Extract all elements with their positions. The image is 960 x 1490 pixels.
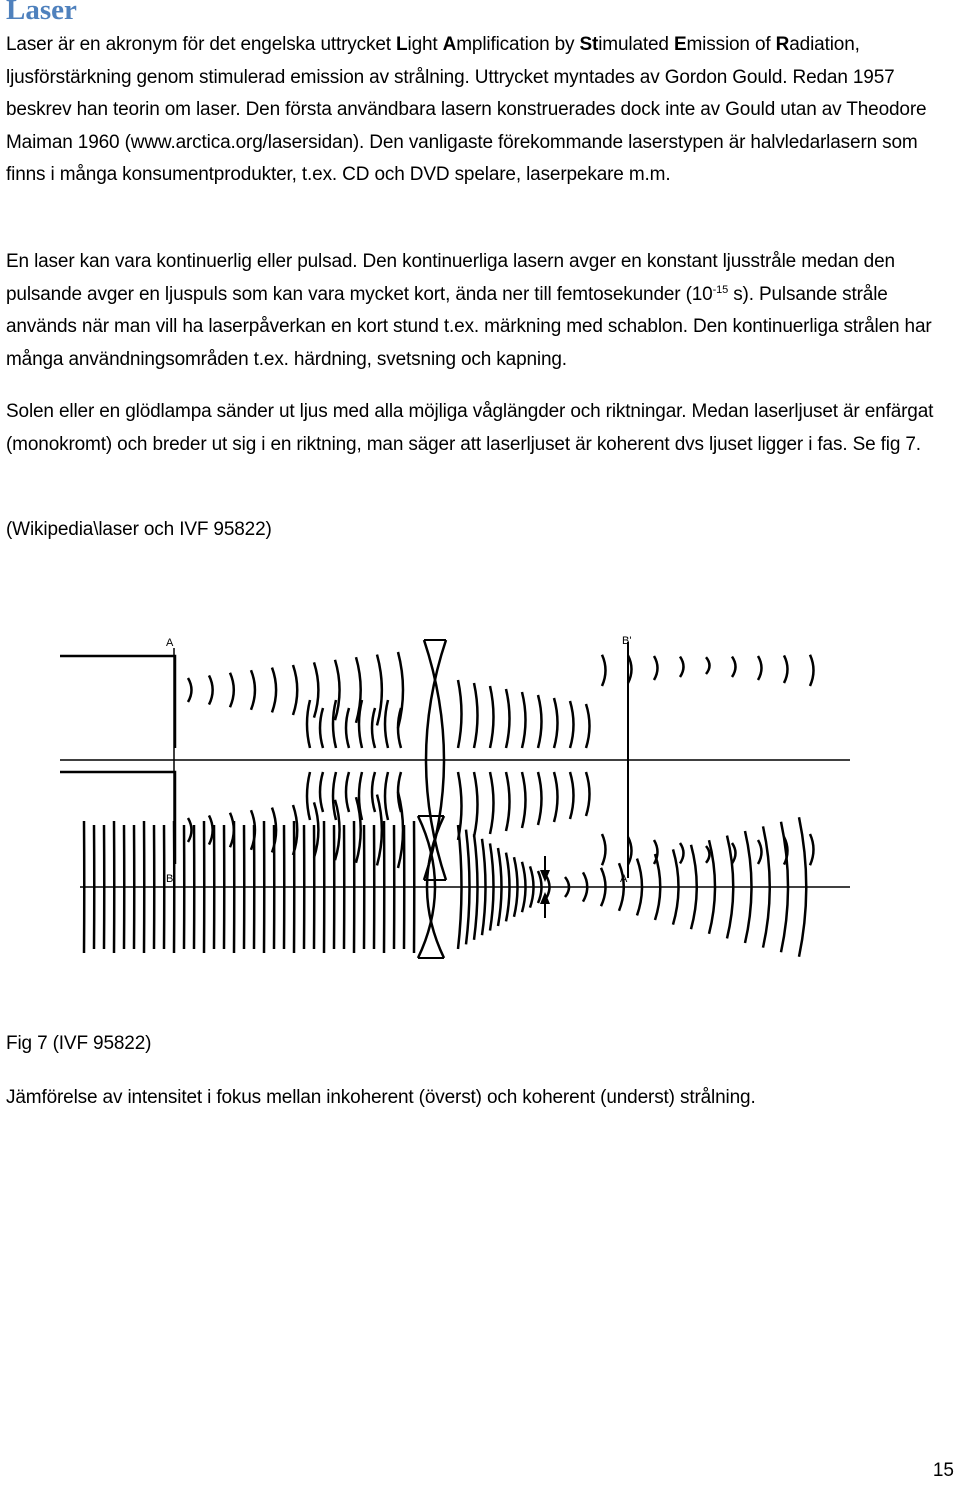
wavefront-figure	[60, 620, 940, 990]
label-b-prime: B'	[622, 635, 632, 647]
label-a: A	[166, 637, 174, 649]
page-number: 15	[932, 1460, 954, 1481]
paragraph-continuous-pulsed: En laser kan vara kontinuerlig eller pulsad. Den kontinuerliga lasern avger en konstant ljusstråle medan den pulsande avger en ljuspuls som kan vara mycket kort, ända ner till femtosekunder ($10^{-15}$ s). Pulsande stråle används när man vill ha laserpåverkan en kort stund t.ex. märkning med schablon. Den kontinuerliga strålen har många användningsområden t.ex. härdning, svetsning och kapning.	[6, 251, 932, 370]
label-a-prime: A'	[620, 873, 630, 885]
paragraph-comparison: Jämförelse av intensitet i fokus mellan inkoherent (överst) och koherent (underst) strålning.	[6, 1087, 756, 1108]
section-heading: Laser	[6, 0, 77, 26]
paragraph-source: (Wikipedia\laser och IVF 95822)	[6, 519, 272, 540]
label-b: B	[166, 873, 174, 885]
paragraph-intro: Laser är en akronym för det engelska uttrycket Light Amplification by Stimulated Emission of Radiation, ljusförstärkning genom stimulerad emission av strålning. Uttrycket myntades av Gordon Gould. Redan 1957 beskrev han teorin om laser. Den första användbara lasern konstruerades dock inte av Gould utan av Theodore Maiman 1960 (www.arctica.org/lasersidan). Den vanligaste förekommande laserstypen är halvledarlasern som finns i många konsumentprodukter, t.ex. CD och DVD spelare, laserpekare m.m.	[6, 34, 927, 185]
coherent-diagram	[80, 816, 850, 958]
figure-caption: Fig 7 (IVF 95822)	[6, 1033, 152, 1054]
paragraph-coherence: Solen eller en glödlampa sänder ut ljus med alla möjliga våglängder och riktningar. Medan laserljuset är enfärgat (monokromt) och breder ut sig i en riktning, man säger att laserljuset är koherent dvs ljuset ligger i fas. Se fig 7.	[6, 401, 934, 455]
incoherent-diagram	[60, 640, 850, 880]
